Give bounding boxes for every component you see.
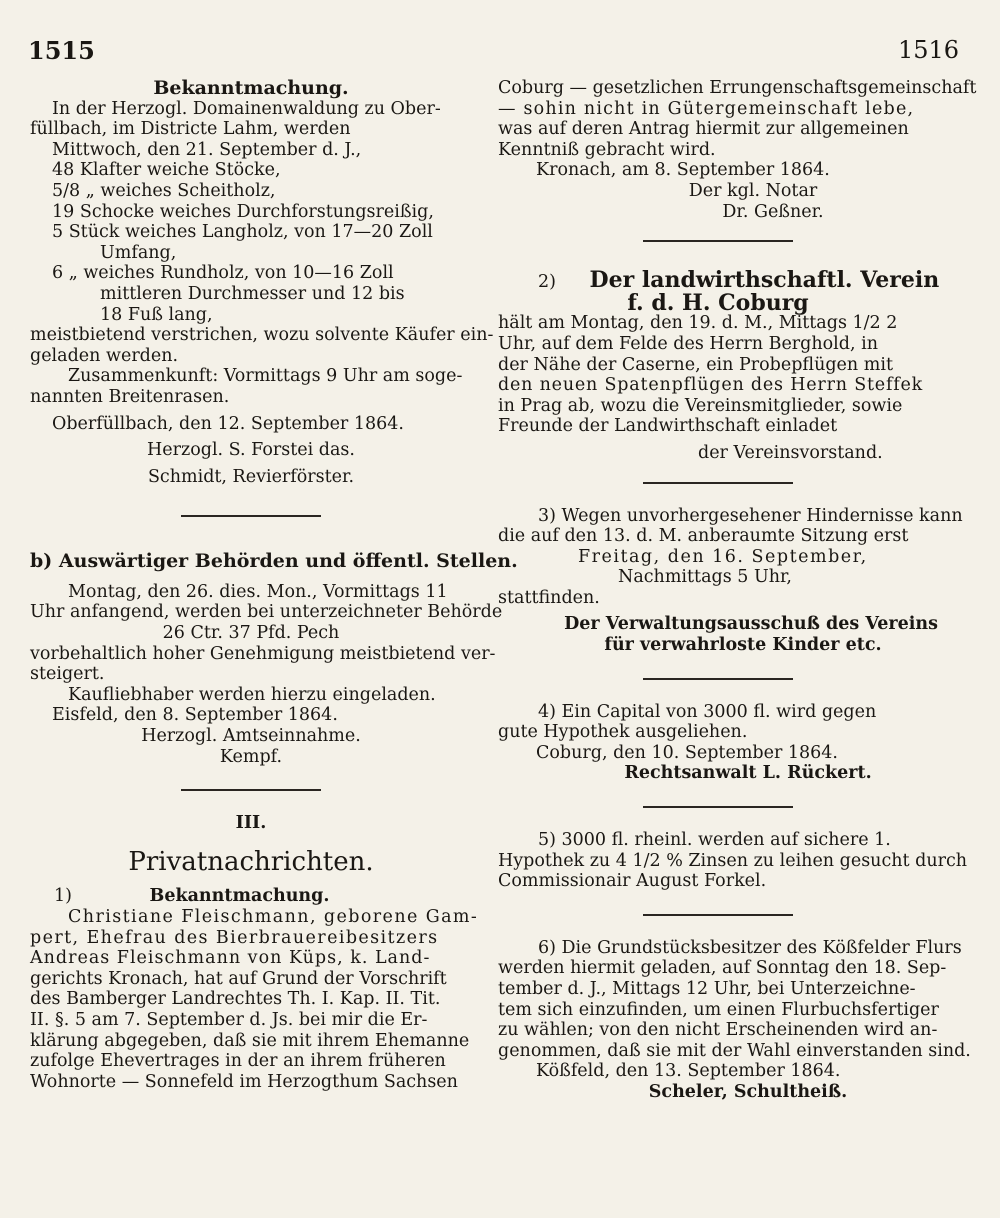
- text-line: pert, Ehefrau des Bierbrauereibesitzers: [30, 927, 439, 948]
- authority: Herzogl. S. Forstei das.: [147, 440, 355, 461]
- text-line: klärung abgegeben, daß sie mit ihrem Ehemanne: [30, 1030, 470, 1051]
- divider: [643, 914, 793, 916]
- section-title: Privatnachrichten.: [128, 846, 374, 877]
- divider: [643, 806, 793, 808]
- text-line: steigert.: [30, 664, 105, 685]
- text-line: Freunde der Landwirthschaft einladet: [498, 416, 838, 437]
- text-line: genommen, daß sie mit der Wahl einverstanden sind.: [498, 1040, 971, 1061]
- page-number-right: 1516: [898, 36, 960, 64]
- list-item: Umfang,: [100, 242, 177, 263]
- text-line: gute Hypothek ausgeliehen.: [498, 722, 748, 743]
- notice-number: 2): [538, 272, 556, 293]
- text-line: 6) Die Grundstücksbesitzer des Kößfelder Flurs: [538, 937, 962, 958]
- text-line: vorbehaltlich hoher Genehmigung meistbietend ver-: [30, 643, 496, 664]
- notice-title: Der landwirthschaftl. Verein: [589, 267, 940, 294]
- text-line: zu wählen; von den nicht Erscheinenden wird an-: [498, 1020, 938, 1041]
- divider: [181, 515, 321, 517]
- text-line: Nachmittags 5 Uhr,: [618, 567, 792, 588]
- text-line: II. §. 5 am 7. September d. Js. bei mir die Er-: [30, 1009, 428, 1030]
- text-line: Zusammenkunft: Vormittags 9 Uhr am soge-: [68, 366, 463, 387]
- notice-number: 1): [54, 886, 72, 907]
- text-line: Hypothek zu 4 1/2 % Zinsen zu leihen gesucht durch: [498, 850, 968, 871]
- text-line: In der Herzogl. Domainenwaldung zu Ober-: [52, 98, 441, 119]
- text-line: Christiane Fleischmann, geborene Gam-: [68, 907, 479, 927]
- notice-heading-row: [30, 886, 472, 907]
- signature: für verwahrloste Kinder etc.: [604, 635, 882, 656]
- text-line: gerichts Kronach, hat auf Grund der Vorschrift: [30, 968, 447, 989]
- text-line: Mittwoch, den 21. September d. J.,: [52, 139, 362, 160]
- text-line: — sohin nicht in Gütergemeinschaft lebe,: [498, 98, 915, 119]
- text-line: hält am Montag, den 19. d. M., Mittags 1/2 2: [498, 313, 898, 334]
- notice-title: f. d. H. Coburg: [627, 289, 809, 316]
- signature: Kempf.: [219, 746, 283, 767]
- text-line: Wohnorte — Sonnefeld im Herzogthum Sachsen: [30, 1071, 458, 1092]
- text-line: 5) 3000 fl. rheinl. werden auf sichere 1.: [538, 830, 891, 851]
- divider: [643, 482, 793, 484]
- divider: [643, 240, 793, 242]
- list-item: 5/8 „ weiches Scheitholz,: [52, 180, 276, 201]
- authority: Der kgl. Notar: [688, 180, 818, 201]
- signature: Rechtsanwalt L. Rückert.: [624, 763, 872, 784]
- list-item: 5 Stück weiches Langholz, von 17—20 Zoll: [52, 222, 433, 243]
- section-numeral: III.: [235, 813, 267, 834]
- text-line: 26 Ctr. 37 Pfd. Pech: [162, 623, 340, 644]
- text-line: tem sich einzufinden, um einen Flurbuchsfertiger: [498, 999, 939, 1020]
- text-line: 4) Ein Capital von 3000 fl. wird gegen: [538, 701, 877, 722]
- text-line: 3) Wegen unvorhergesehener Hindernisse kann: [538, 505, 963, 526]
- text-line: Kenntniß gebracht wird.: [498, 139, 716, 160]
- text-line: meistbietend verstrichen, wozu solvente Käufer ein-: [30, 325, 494, 346]
- text-line: was auf deren Antrag hiermit zur allgemeinen: [498, 119, 909, 140]
- list-item: 6 „ weiches Rundholz, von 10—16 Zoll: [52, 263, 394, 284]
- signature: Scheler, Schultheiß.: [648, 1081, 848, 1102]
- place-date: Coburg, den 10. September 1864.: [536, 742, 838, 763]
- text-line: die auf den 13. d. M. anberaumte Sitzung erst: [498, 526, 909, 547]
- text-line: der Nähe der Caserne, ein Probepflügen mit: [498, 354, 893, 375]
- left-column: [30, 77, 518, 1092]
- text-line: werden hiermit geladen, auf Sonntag den 18. Sep-: [498, 958, 947, 979]
- text-line: Uhr, auf dem Felde des Herrn Berghold, in: [498, 333, 878, 354]
- text-line: Freitag, den 16. September,: [578, 546, 868, 567]
- text-line: tember d. J., Mittags 12 Uhr, bei Unterzeichne-: [498, 979, 916, 999]
- text-line: Montag, den 26. dies. Mon., Vormittags 11: [68, 581, 448, 602]
- text-line: Uhr anfangend, werden bei unterzeichneter Behörde: [30, 602, 503, 623]
- list-item: mittleren Durchmesser und 12 bis: [100, 283, 405, 304]
- text-line: Andreas Fleischmann von Küps, k. Land-: [30, 948, 431, 969]
- text-line: den neuen Spatenpflügen des Herrn Steffek: [498, 375, 924, 396]
- place-date: Oberfüllbach, den 12. September 1864.: [52, 413, 404, 434]
- signature: Der Verwaltungsausschuß des Vereins: [564, 614, 938, 635]
- place-date: Kößfeld, den 13. September 1864.: [536, 1061, 841, 1082]
- text-line: Kaufliebhaber werden hierzu eingeladen.: [68, 684, 436, 705]
- place-date: Kronach, am 8. September 1864.: [536, 160, 830, 181]
- divider: [643, 678, 793, 680]
- text-line: in Prag ab, wozu die Vereinsmitglieder, sowie: [498, 395, 903, 416]
- divider: [181, 789, 321, 791]
- section-heading: b) Auswärtiger Behörden und öffentl. Stellen.: [30, 550, 518, 573]
- signature: Schmidt, Revierförster.: [147, 466, 355, 487]
- place-date: Eisfeld, den 8. September 1864.: [52, 705, 338, 726]
- list-item: 19 Schocke weiches Durchforstungsreißig,: [52, 201, 434, 222]
- list-item: 48 Klafter weiche Stöcke,: [52, 160, 281, 181]
- list-item: 18 Fuß lang,: [100, 304, 213, 325]
- right-column: [498, 78, 977, 1103]
- text-line: nannten Breitenrasen.: [30, 386, 230, 407]
- text-line: füllbach, im Districte Lahm, werden: [30, 119, 351, 140]
- text-line: stattfinden.: [498, 587, 600, 608]
- text-line: des Bamberger Landrechtes Th. I. Kap. II. Tit.: [30, 989, 441, 1010]
- notice-heading: Bekanntmachung.: [149, 886, 330, 907]
- notice-heading: Bekanntmachung.: [153, 77, 349, 99]
- text-line: geladen werden.: [30, 345, 179, 366]
- text-line: Commissionair August Forkel.: [498, 871, 767, 892]
- signature: Dr. Geßner.: [722, 201, 824, 222]
- authority: Herzogl. Amtseinnahme.: [141, 726, 361, 747]
- text-line: Coburg — gesetzlichen Errungenschaftsgemeinschaft: [498, 78, 977, 98]
- signature: der Vereinsvorstand.: [698, 442, 883, 463]
- page-number-left: 1515: [28, 36, 95, 65]
- text-line: zufolge Ehevertrages in der an ihrem früheren: [30, 1051, 446, 1072]
